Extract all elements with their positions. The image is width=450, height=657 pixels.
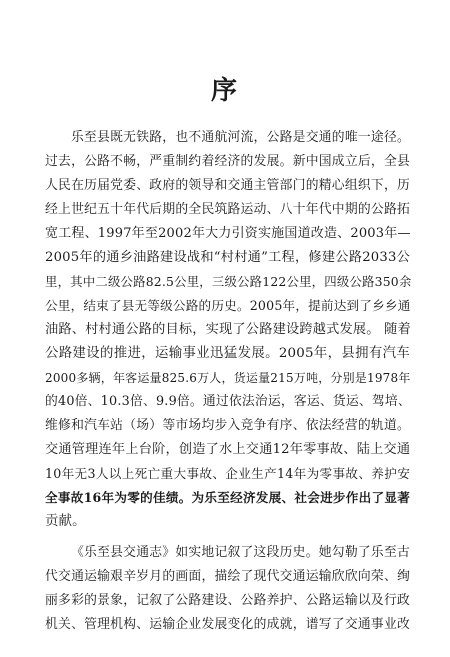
paragraph-1-line-4: 经上世纪五十年代后期的全民筑路运动、八十年代中期的公路拓 [45, 202, 410, 217]
paragraph-1-line-15: 10年无3人以上死亡重大事故、企业生产14年为零事故、养护安 [45, 466, 410, 481]
paragraph-1-line-7: 里，其中二级公路82.5公里，三级公路122公里，四级公路350余 [45, 274, 412, 289]
paragraph-1-line-17: 贡献。 [45, 514, 86, 529]
paragraph-1-line-10: 公路建设的推进，运输事业迅猛发展。2005年，县拥有汽车 [45, 346, 410, 361]
paragraph-1-line-2: 过去，公路不畅，严重制约着经济的发展。新中国成立后，全县 [45, 154, 410, 169]
paragraph-1-line-8: 公里，结束了县无等级公路的历史。2005年，提前达到了乡乡通 [45, 298, 411, 313]
page-title: 序 [210, 76, 239, 106]
paragraph-2-line-1: 《乐至县交通志》如实地记叙了这段历史。她勾勒了乐至古 [71, 545, 410, 560]
paragraph-1-line-6: 2005年的通乡油路建设战和“村村通”工程，修建公路2033公 [45, 250, 410, 265]
paragraph-1-line-9: 油路、村村通公路的目标，实现了公路建设跨越式发展。 随着 [45, 322, 411, 337]
paragraph-2-line-3: 丽多彩的景象，记叙了公路建设、公路养护、公路运输以及行政 [45, 593, 410, 608]
paragraph-1-line-3: 人民在历届党委、政府的领导和交通主管部门的精心组织下，历 [45, 178, 410, 193]
paragraph-1-line-5: 宽工程、1997年至2002年大力引资实施国道改造、2003年— [45, 226, 411, 241]
paragraph-1-line-14: 交通管理连年上台阶，创造了水上交通12年零事故、陆上交通 [45, 442, 411, 457]
paragraph-1-line-16: 全事故16年为零的佳绩。为乐至经济发展、社会进步作出了显著 [45, 490, 410, 505]
paragraph-1-line-12: 的40倍、10.3倍、9.9倍。通过依法治运，客运、货运、驾培、 [45, 394, 411, 409]
paragraph-2-line-2: 代交通运输艰辛岁月的画面，描绘了现代交通运输欣欣向荣、绚 [45, 569, 410, 584]
paragraph-1-line-13: 维修和汽车站（场）等市场均步入竞争有序、依法经营的轨道。 [45, 418, 410, 433]
paragraph-1-line-11: 2000多辆，年客运量825.6万人，货运量215万吨，分别是1978年 [45, 371, 411, 385]
paragraph-2-line-4: 机关、管理机构、运输企业发展变化的成就，谱写了交通事业改 [45, 617, 410, 632]
paragraph-1-line-1: 乐至县既无铁路，也不通航河流，公路是交通的唯一途径。 [71, 130, 410, 145]
